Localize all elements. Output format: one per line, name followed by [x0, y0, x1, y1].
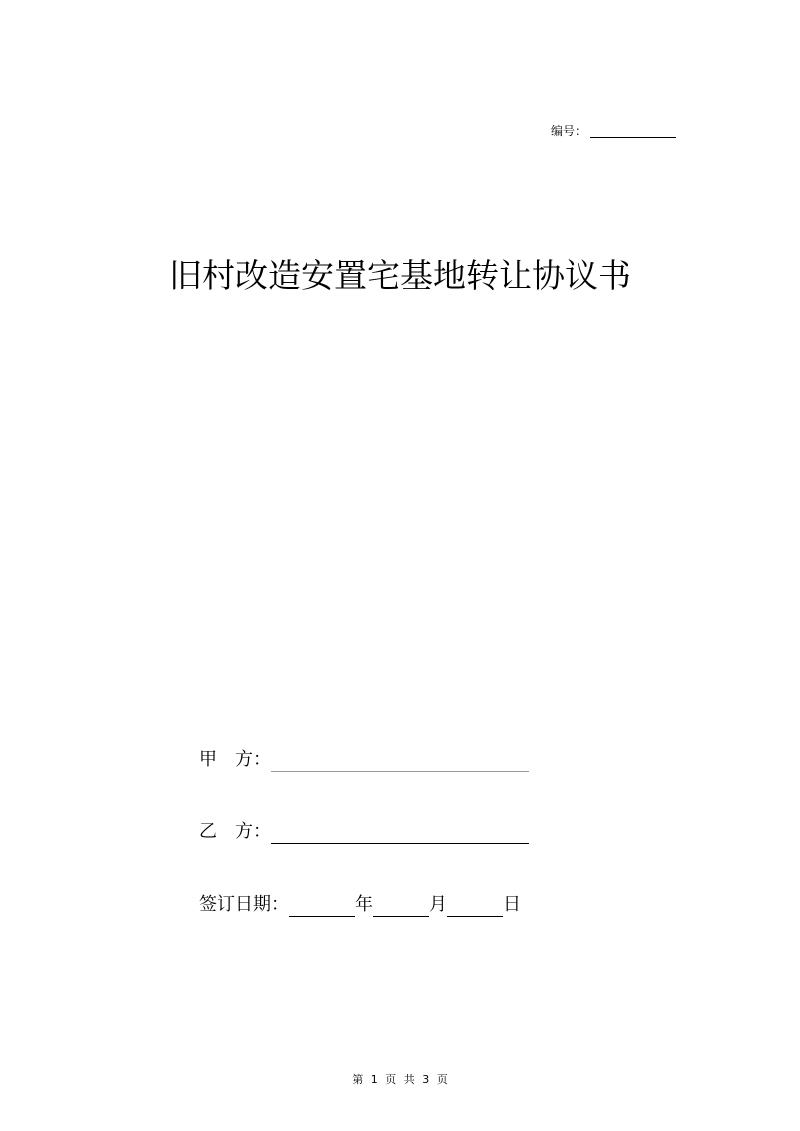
document-number-blank[interactable]: [590, 125, 676, 138]
party-a-label-char: 甲: [199, 749, 217, 770]
page-footer: 第 1 页 共 3 页: [352, 1073, 448, 1086]
signing-date-label: 签订日期：: [199, 894, 289, 915]
year-blank[interactable]: [289, 896, 355, 917]
party-a-label-suffix: 方：: [235, 749, 271, 770]
party-b-label-suffix: 方：: [235, 821, 271, 842]
party-b-blank[interactable]: [271, 823, 529, 844]
document-title: 旧村改造安置宅基地转让协议书: [169, 256, 631, 295]
party-a-field: [199, 748, 529, 772]
day-label: 日: [503, 894, 521, 915]
month-label: 月: [429, 894, 447, 915]
party-b-label-char: 乙: [199, 821, 217, 842]
signing-date-field: [199, 893, 521, 917]
document-number-label: 编号：: [551, 124, 588, 138]
day-blank[interactable]: [447, 896, 503, 917]
month-blank[interactable]: [373, 896, 429, 917]
year-label: 年: [355, 894, 373, 915]
party-b-field: [199, 820, 529, 844]
document-number: [551, 124, 676, 138]
party-a-blank[interactable]: [271, 751, 529, 772]
